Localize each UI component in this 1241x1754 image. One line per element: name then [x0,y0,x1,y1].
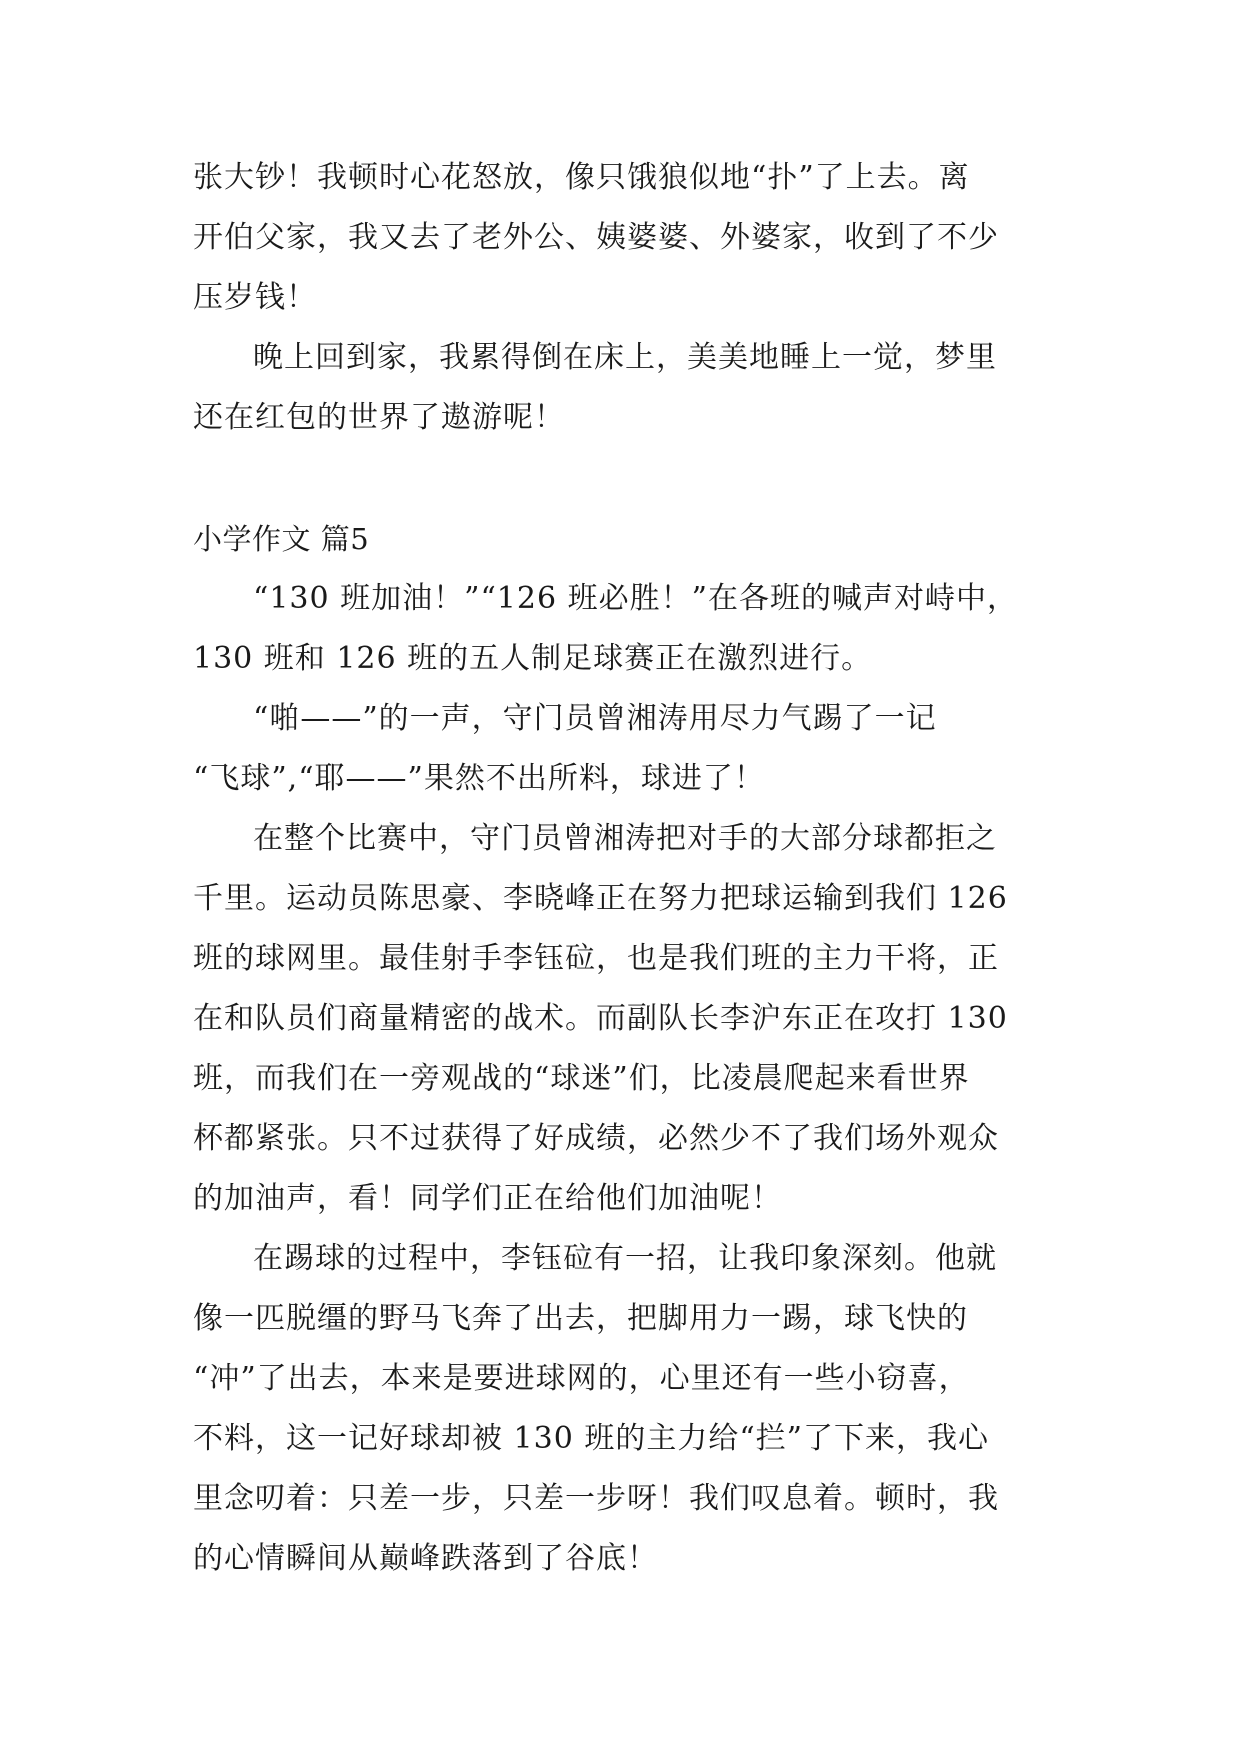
paragraph-line: 杯都紧张。只不过获得了好成绩，必然少不了我们场外观众 [193,1121,999,1156]
paragraph-line: 千里。运动员陈思豪、李晓峰正在努力把球运输到我们 126 [193,881,1008,916]
paragraph-line: 的加油声，看！同学们正在给他们加油呢！ [193,1181,782,1216]
paragraph-line: 像一匹脱缰的野马飞奔了出去，把脚用力一踢，球飞快的 [193,1301,968,1336]
paragraph-line: 张大钞！我顿时心花怒放，像只饿狼似地“扑”了上去。离 [193,160,970,195]
paragraph-line: “130 班加油！”“126 班必胜！”在各班的喊声对峙中， [253,581,1018,616]
paragraph-line: 里念叨着：只差一步，只差一步呀！我们叹息着。顿时，我 [193,1481,999,1516]
paragraph-line: 的心情瞬间从巅峰跌落到了谷底！ [193,1541,658,1576]
paragraph-line: 在和队员们商量精密的战术。而副队长李沪东正在攻打 130 [193,1001,1008,1036]
paragraph-line: 还在红包的世界了遨游呢！ [193,400,565,435]
paragraph-line: 班，而我们在一旁观战的“球迷”们，比凌晨爬起来看世界 [193,1061,970,1096]
paragraph-line: 压岁钱！ [193,280,317,315]
paragraph-line: “冲”了出去，本来是要进球网的，心里还有一些小窃喜， [193,1361,970,1396]
section-heading: 小学作文 篇5 [193,522,370,556]
paragraph-line: 130 班和 126 班的五人制足球赛正在激烈进行。 [193,641,873,676]
paragraph-line: 在整个比赛中，守门员曾湘涛把对手的大部分球都拒之 [253,821,997,856]
paragraph-line: 在踢球的过程中，李钰砬有一招，让我印象深刻。他就 [253,1241,997,1276]
document-page [193,158,1053,1599]
paragraph-line: “飞球”,“耶——”果然不出所料，球进了！ [193,761,765,796]
paragraph-line: 班的球网里。最佳射手李钰砬，也是我们班的主力干将，正 [193,941,999,976]
paragraph-line: 晚上回到家，我累得倒在床上，美美地睡上一觉，梦里 [253,340,997,375]
paragraph-line: 开伯父家，我又去了老外公、姨婆婆、外婆家，收到了不少 [193,220,999,255]
paragraph-line: “啪——”的一声，守门员曾湘涛用尽力气踢了一记 [253,701,937,736]
paragraph-line: 不料，这一记好球却被 130 班的主力给“拦”了下来，我心 [193,1421,990,1456]
